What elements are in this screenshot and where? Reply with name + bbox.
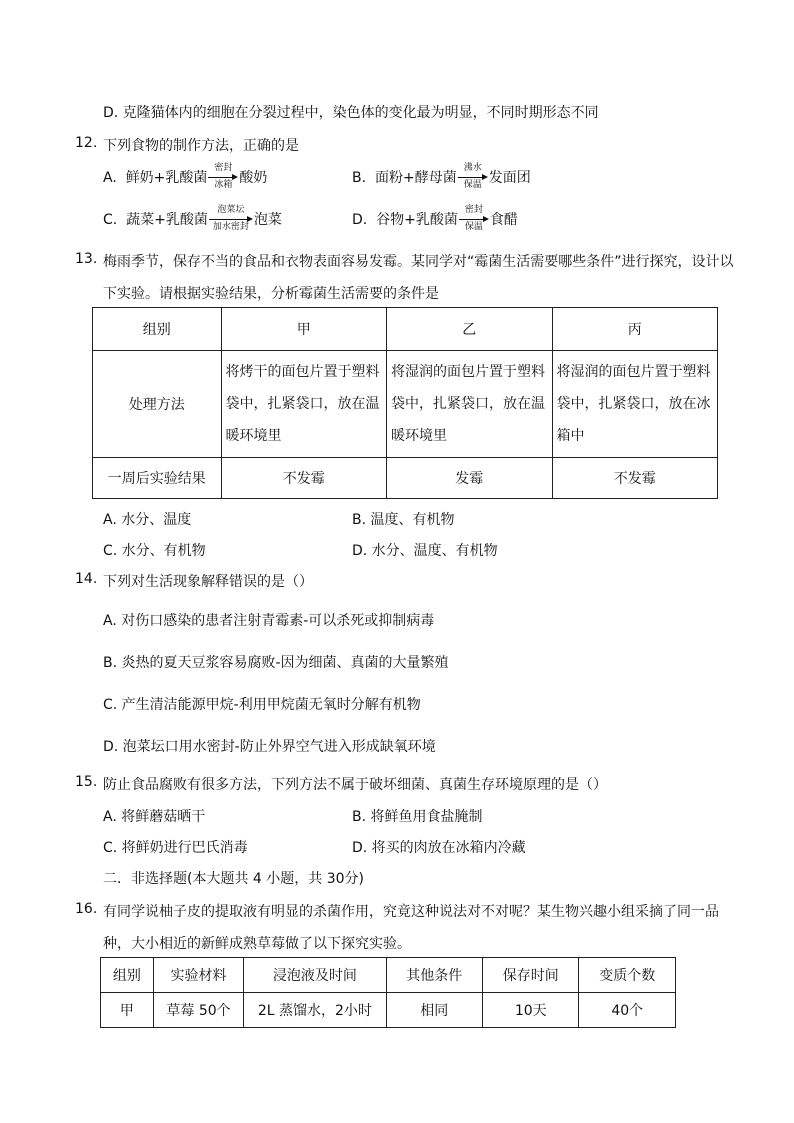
q16-table xyxy=(100,957,676,1028)
table-cell: 40个 xyxy=(579,993,676,1028)
table-cell: 将湿润的面包片置于塑料袋中，扎紧袋口，放在温暖环境里 xyxy=(387,351,552,458)
q16-stem-line1: 有同学说柚子皮的提取液有明显的杀菌作用，究竟这种说法对不对呢？某生物兴趣小组采摘了同一品 xyxy=(103,904,719,920)
table-header: 组别 xyxy=(93,308,222,351)
q13-option-b: B. 温度、有机物 xyxy=(352,512,455,528)
table-header: 丙 xyxy=(552,308,718,351)
q15-option-b: B. 将鲜鱼用食盐腌制 xyxy=(352,809,483,825)
reaction-arrow-icon: 密封 冰箱 xyxy=(208,166,238,190)
q15-option-a: A. 将鲜蘑菇晒干 xyxy=(103,809,206,825)
q14-option-a: A. 对伤口感染的患者注射青霉素-可以杀死或抑制病毒 xyxy=(103,613,435,629)
reaction-arrow-icon: 沸水 保温 xyxy=(458,166,488,190)
table-cell: 草莓 50个 xyxy=(153,993,244,1028)
table-cell: 10天 xyxy=(482,993,578,1028)
q12-stem: 下列食物的制作方法，正确的是 xyxy=(103,138,299,154)
table-cell: 甲 xyxy=(101,993,154,1028)
table-row-label: 处理方法 xyxy=(93,351,222,458)
table-cell: 将烤干的面包片置于塑料袋中，扎紧袋口，放在温暖环境里 xyxy=(221,351,386,458)
q11-option-d: D. 克隆猫体内的细胞在分裂过程中，染色体的变化最为明显，不同时期形态不同 xyxy=(103,105,599,121)
q14-option-c: C. 产生清洁能源甲烷-利用甲烷菌无氧时分解有机物 xyxy=(103,697,421,713)
q13-option-c: C. 水分、有机物 xyxy=(103,543,206,559)
q13-number: 13. xyxy=(75,251,98,267)
table-cell: 不发霉 xyxy=(221,458,386,499)
reaction-arrow-icon: 密封 保温 xyxy=(459,208,489,232)
table-header: 乙 xyxy=(387,308,552,351)
q14-option-d: D. 泡菜坛口用水密封-防止外界空气进入形成缺氧环境 xyxy=(103,739,436,755)
q12-option-b: B. 面粉+酵母菌 沸水 保温 发面团 xyxy=(352,163,531,190)
table-cell: 将湿润的面包片置于塑料袋中，扎紧袋口，放在冰箱中 xyxy=(552,351,718,458)
q13-stem-line1: 梅雨季节，保存不当的食品和衣物表面容易发霉。某同学对“霉菌生活需要哪些条件”进行探究，设计以 xyxy=(103,254,734,270)
table-header: 浸泡液及时间 xyxy=(244,958,386,993)
q14-option-b: B. 炎热的夏天豆浆容易腐败-因为细菌、真菌的大量繁殖 xyxy=(103,655,449,671)
q15-stem: 防止食品腐败有很多方法，下列方法不属于破坏细菌、真菌生存环境原理的是（） xyxy=(103,777,607,793)
q12-option-c: C. 蔬菜+乳酸菌 泡菜坛 加水密封 泡菜 xyxy=(103,205,282,232)
table-header: 其他条件 xyxy=(386,958,482,993)
table-header: 甲 xyxy=(221,308,386,351)
table-header: 保存时间 xyxy=(482,958,578,993)
q14-stem: 下列对生活现象解释错误的是（） xyxy=(103,574,313,590)
table-cell: 相同 xyxy=(386,993,482,1028)
q13-table xyxy=(92,307,718,499)
q14-number: 14. xyxy=(75,571,98,587)
q15-option-c: C. 将鲜奶进行巴氏消毒 xyxy=(103,840,248,856)
table-cell: 不发霉 xyxy=(552,458,718,499)
table-cell: 2L 蒸馏水，2小时 xyxy=(244,993,386,1028)
table-row-label: 一周后实验结果 xyxy=(93,458,222,499)
table-header: 实验材料 xyxy=(153,958,244,993)
q12-option-a: A. 鲜奶+乳酸菌 密封 冰箱 酸奶 xyxy=(103,163,268,190)
q15-option-d: D. 将买的肉放在冰箱内冷藏 xyxy=(352,840,526,856)
section-title: 二．非选择题(本大题共 4 小题，共 30分) xyxy=(103,871,364,887)
q13-stem-line2: 下实验。请根据实验结果，分析霉菌生活需要的条件是 xyxy=(103,286,439,302)
q12-option-d: D. 谷物+乳酸菌 密封 保温 食醋 xyxy=(352,205,518,232)
q13-option-d: D. 水分、温度、有机物 xyxy=(352,543,498,559)
table-cell: 发霉 xyxy=(387,458,552,499)
q13-option-a: A. 水分、温度 xyxy=(103,512,192,528)
q16-stem-line2: 种，大小相近的新鲜成熟草莓做了以下探究实验。 xyxy=(103,936,411,952)
q15-number: 15. xyxy=(75,774,98,790)
table-header: 变质个数 xyxy=(579,958,676,993)
q16-number: 16. xyxy=(75,901,98,917)
reaction-arrow-icon: 泡菜坛 加水密封 xyxy=(209,208,253,232)
q12-number: 12. xyxy=(75,135,98,151)
table-header: 组别 xyxy=(101,958,154,993)
